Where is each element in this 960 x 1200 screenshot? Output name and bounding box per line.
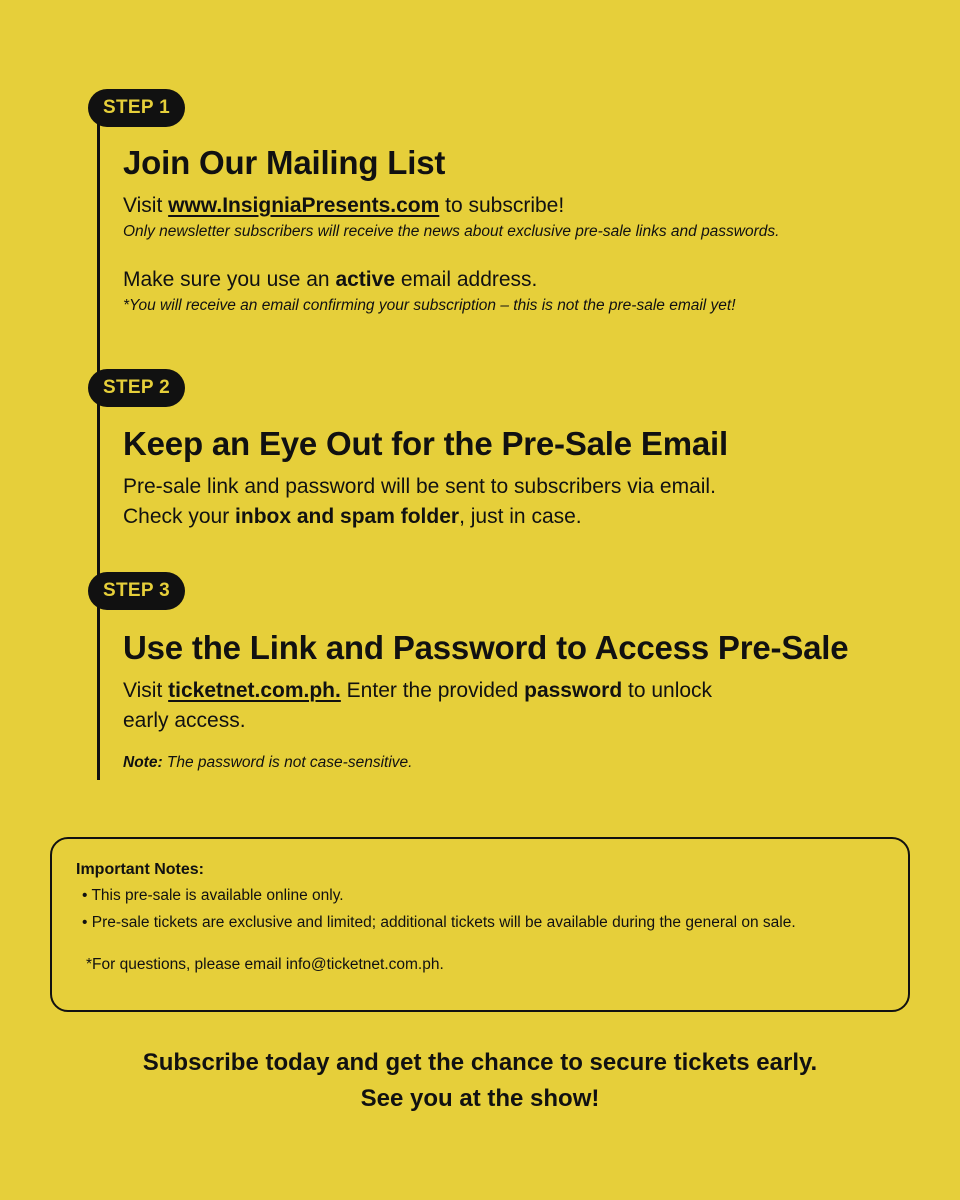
- step-2-section: [123, 424, 913, 532]
- insignia-website-link[interactable]: www.InsigniaPresents.com: [168, 193, 440, 217]
- step-2-check-suffix: , just in case.: [459, 504, 582, 528]
- step-2-check-bold: inbox and spam folder: [235, 504, 460, 528]
- step-1-visit-prefix: Visit: [123, 193, 169, 217]
- ticketnet-link[interactable]: ticketnet.com.ph.: [168, 678, 341, 702]
- step-3-section: [123, 628, 913, 774]
- step-2-badge: STEP 2: [88, 369, 185, 407]
- important-note-item: • Pre-sale tickets are exclusive and limited; additional tickets will be available during the general on sale.: [82, 914, 796, 931]
- step-1-visit-line: [123, 191, 913, 221]
- closing-line-1: Subscribe today and get the chance to secure tickets early.: [142, 1049, 818, 1076]
- step-3-enter-text: Enter the provided: [340, 678, 525, 702]
- step-3-note-label: Note:: [123, 753, 163, 771]
- step-1-heading: Join Our Mailing List: [123, 144, 446, 181]
- step-2-check-prefix: Check your: [123, 504, 236, 528]
- step-1-badge: STEP 1: [88, 89, 185, 127]
- important-notes-box: [50, 837, 910, 1012]
- step-2-heading: Keep an Eye Out for the Pre-Sale Email: [123, 425, 728, 462]
- closing-message: [0, 1045, 960, 1117]
- step-1-active-email-line: [123, 265, 913, 295]
- step-3-note-text: The password is not case-sensitive.: [162, 753, 413, 771]
- step-1-active-prefix: Make sure you use an: [123, 267, 336, 291]
- step-3-unlock-text: to unlock: [622, 678, 713, 702]
- step-1-active-suffix: email address.: [395, 267, 538, 291]
- step-2-line-1: Pre-sale link and password will be sent to subscribers via email.: [123, 474, 716, 498]
- step-1-confirmation-note: *You will receive an email confirming your subscription – this is not the pre-sale email yet!: [123, 296, 736, 314]
- step-3-line-1: [123, 676, 913, 706]
- step-1-section: [123, 143, 913, 317]
- step-1-subscriber-note: Only newsletter subscribers will receive the news about exclusive pre-sale links and passwords.: [123, 222, 780, 240]
- important-note-item: • This pre-sale is available online only.: [82, 887, 344, 904]
- step-1-active-bold: active: [335, 267, 395, 291]
- step-2-line-2: [123, 502, 913, 532]
- step-1-visit-suffix: to subscribe!: [439, 193, 565, 217]
- step-3-line-2: early access.: [123, 708, 246, 732]
- step-3-password-bold: password: [524, 678, 623, 702]
- step-3-heading: Use the Link and Password to Access Pre-Sale: [123, 629, 849, 666]
- important-notes-title: Important Notes:: [76, 861, 204, 878]
- timeline-line: [97, 112, 100, 780]
- contact-note: *For questions, please email info@ticketnet.com.ph.: [86, 956, 444, 973]
- step-3-note: [123, 752, 913, 774]
- step-3-badge: STEP 3: [88, 572, 185, 610]
- closing-line-2: See you at the show!: [360, 1085, 600, 1112]
- step-3-visit-prefix: Visit: [123, 678, 169, 702]
